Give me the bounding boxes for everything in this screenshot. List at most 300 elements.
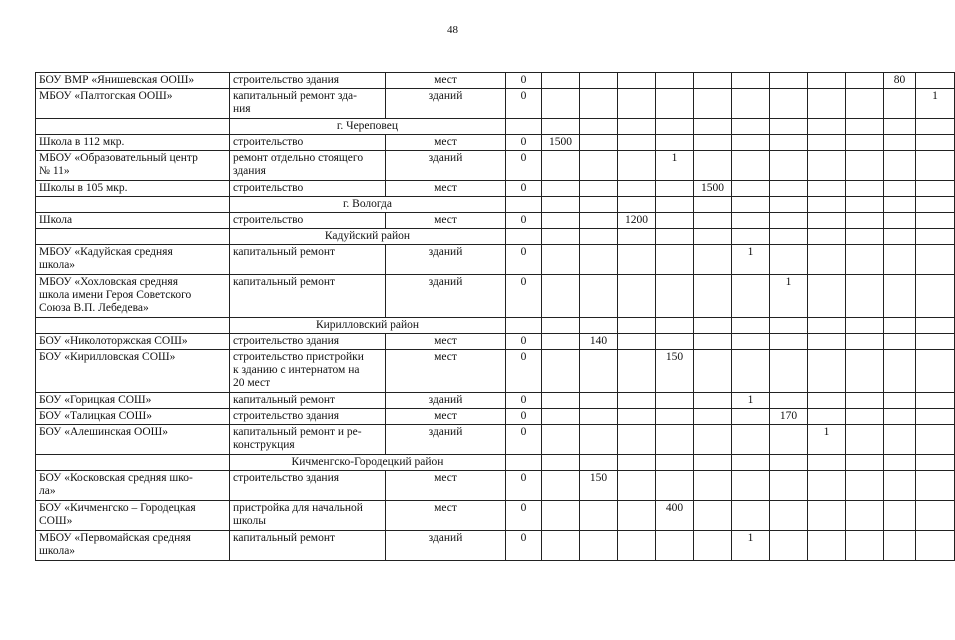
section-empty-cell: [656, 455, 694, 471]
unit-of-measure: зданий: [386, 275, 506, 318]
year-value-cell: [732, 501, 770, 531]
year-value-cell: 140: [580, 334, 618, 350]
year-value-cell: [542, 334, 580, 350]
section-empty-cell: [770, 455, 808, 471]
year-value-cell: [694, 73, 732, 89]
section-title: Кичменгско-Городецкий район: [230, 455, 506, 471]
year-value-cell: [618, 501, 656, 531]
section-empty-cell: [618, 318, 656, 334]
unit-of-measure: мест: [386, 213, 506, 229]
year-value-cell: [580, 135, 618, 151]
year-value-cell: [542, 471, 580, 501]
section-row: [36, 318, 955, 334]
work-type: строительство: [230, 181, 386, 197]
year-value-cell: [770, 531, 808, 561]
year-value-cell: [770, 135, 808, 151]
year-value-cell: [618, 531, 656, 561]
section-empty-cell: [846, 119, 884, 135]
institution-name: Школы в 105 мкр.: [36, 181, 230, 197]
year-value-cell: [580, 275, 618, 318]
institution-name: Школа: [36, 213, 230, 229]
year-value-cell: [542, 501, 580, 531]
year-value-cell: [618, 350, 656, 393]
year-value-cell: [694, 135, 732, 151]
section-row: [36, 229, 955, 245]
year-value-cell: [542, 73, 580, 89]
section-empty-cell: [506, 455, 542, 471]
year-value-cell: [884, 471, 916, 501]
institution-name: МБОУ «Первомайская средняя школа»: [36, 531, 230, 561]
section-empty-cell: [618, 455, 656, 471]
section-empty-cell: [580, 197, 618, 213]
base-value: 0: [506, 471, 542, 501]
year-value-cell: [884, 181, 916, 197]
year-value-cell: [732, 275, 770, 318]
year-value-cell: [770, 89, 808, 119]
section-left-cell: [36, 119, 230, 135]
work-type: строительство здания: [230, 334, 386, 350]
year-value-cell: 1: [732, 245, 770, 275]
institution-name: БОУ «Горицкая СОШ»: [36, 393, 230, 409]
year-value-cell: [732, 350, 770, 393]
section-empty-cell: [732, 119, 770, 135]
year-value-cell: [846, 275, 884, 318]
year-value-cell: [694, 245, 732, 275]
section-empty-cell: [884, 318, 916, 334]
year-value-cell: [808, 350, 846, 393]
work-type: строительство здания: [230, 73, 386, 89]
year-value-cell: [808, 151, 846, 181]
work-type: капитальный ремонт: [230, 245, 386, 275]
section-empty-cell: [656, 318, 694, 334]
year-value-cell: [542, 245, 580, 275]
table-row: [36, 135, 955, 151]
year-value-cell: [656, 245, 694, 275]
base-value: 0: [506, 135, 542, 151]
year-value-cell: [916, 350, 955, 393]
year-value-cell: [808, 409, 846, 425]
table-row: [36, 425, 955, 455]
year-value-cell: [694, 151, 732, 181]
year-value-cell: [618, 245, 656, 275]
institution-name: БОУ «Талицкая СОШ»: [36, 409, 230, 425]
institution-name: БОУ «Кирилловская СОШ»: [36, 350, 230, 393]
year-value-cell: [916, 181, 955, 197]
year-value-cell: [694, 501, 732, 531]
section-empty-cell: [916, 455, 955, 471]
year-value-cell: [580, 409, 618, 425]
year-value-cell: [884, 393, 916, 409]
section-empty-cell: [618, 197, 656, 213]
year-value-cell: [770, 213, 808, 229]
year-value-cell: [770, 181, 808, 197]
year-value-cell: [884, 531, 916, 561]
year-value-cell: [770, 501, 808, 531]
year-value-cell: 1500: [542, 135, 580, 151]
year-value-cell: [618, 151, 656, 181]
year-value-cell: [770, 334, 808, 350]
year-value-cell: [542, 531, 580, 561]
year-value-cell: [694, 334, 732, 350]
year-value-cell: [618, 73, 656, 89]
year-value-cell: [916, 471, 955, 501]
year-value-cell: [808, 89, 846, 119]
year-value-cell: [580, 89, 618, 119]
section-empty-cell: [694, 455, 732, 471]
section-left-cell: [36, 455, 230, 471]
base-value: 0: [506, 89, 542, 119]
year-value-cell: [618, 181, 656, 197]
year-value-cell: [694, 471, 732, 501]
year-value-cell: [770, 393, 808, 409]
year-value-cell: [732, 135, 770, 151]
base-value: 0: [506, 181, 542, 197]
year-value-cell: [618, 409, 656, 425]
year-value-cell: [770, 151, 808, 181]
unit-of-measure: мест: [386, 471, 506, 501]
year-value-cell: [694, 393, 732, 409]
section-empty-cell: [542, 455, 580, 471]
year-value-cell: [846, 151, 884, 181]
year-value-cell: 1200: [618, 213, 656, 229]
year-value-cell: [694, 409, 732, 425]
section-empty-cell: [542, 318, 580, 334]
year-value-cell: 150: [580, 471, 618, 501]
year-value-cell: [656, 425, 694, 455]
section-empty-cell: [884, 119, 916, 135]
unit-of-measure: мест: [386, 73, 506, 89]
year-value-cell: [846, 73, 884, 89]
year-value-cell: [694, 531, 732, 561]
section-row: [36, 197, 955, 213]
work-type: капитальный ремонт: [230, 275, 386, 318]
year-value-cell: [916, 334, 955, 350]
table-row: [36, 73, 955, 89]
year-value-cell: [732, 334, 770, 350]
year-value-cell: [694, 350, 732, 393]
year-value-cell: [916, 73, 955, 89]
year-value-cell: [770, 425, 808, 455]
table-row: [36, 393, 955, 409]
work-type: ремонт отдельно стоящего здания: [230, 151, 386, 181]
year-value-cell: [846, 135, 884, 151]
year-value-cell: [656, 135, 694, 151]
section-left-cell: [36, 197, 230, 213]
year-value-cell: [884, 135, 916, 151]
year-value-cell: 400: [656, 501, 694, 531]
year-value-cell: [916, 409, 955, 425]
year-value-cell: [580, 393, 618, 409]
year-value-cell: 1: [732, 393, 770, 409]
year-value-cell: [580, 151, 618, 181]
section-empty-cell: [580, 229, 618, 245]
base-value: 0: [506, 501, 542, 531]
year-value-cell: [846, 213, 884, 229]
year-value-cell: [770, 245, 808, 275]
table-row: [36, 275, 955, 318]
unit-of-measure: зданий: [386, 425, 506, 455]
year-value-cell: [846, 471, 884, 501]
institution-name: БОУ «Алешинская ООШ»: [36, 425, 230, 455]
work-type: строительство здания: [230, 409, 386, 425]
year-value-cell: [808, 275, 846, 318]
section-empty-cell: [884, 229, 916, 245]
year-value-cell: [656, 531, 694, 561]
year-value-cell: [732, 151, 770, 181]
year-value-cell: [916, 531, 955, 561]
work-type: строительство пристройки к зданию с интернатом на 20 мест: [230, 350, 386, 393]
section-empty-cell: [916, 119, 955, 135]
year-value-cell: 1: [916, 89, 955, 119]
work-type: капитальный ремонт: [230, 531, 386, 561]
section-empty-cell: [808, 197, 846, 213]
year-value-cell: [770, 73, 808, 89]
year-value-cell: [884, 275, 916, 318]
year-value-cell: [618, 334, 656, 350]
base-value: 0: [506, 393, 542, 409]
section-empty-cell: [656, 119, 694, 135]
section-title: Кирилловский район: [230, 318, 506, 334]
year-value-cell: [580, 425, 618, 455]
year-value-cell: [542, 409, 580, 425]
year-value-cell: [694, 425, 732, 455]
year-value-cell: [808, 531, 846, 561]
year-value-cell: [884, 245, 916, 275]
year-value-cell: [808, 501, 846, 531]
year-value-cell: [916, 151, 955, 181]
year-value-cell: [884, 425, 916, 455]
year-value-cell: [884, 151, 916, 181]
section-left-cell: [36, 229, 230, 245]
section-empty-cell: [846, 229, 884, 245]
year-value-cell: [808, 245, 846, 275]
section-row: [36, 119, 955, 135]
section-empty-cell: [916, 197, 955, 213]
table-row: [36, 350, 955, 393]
section-empty-cell: [808, 455, 846, 471]
section-empty-cell: [506, 119, 542, 135]
year-value-cell: [656, 393, 694, 409]
year-value-cell: [580, 245, 618, 275]
year-value-cell: [732, 181, 770, 197]
year-value-cell: [808, 73, 846, 89]
section-title: г. Череповец: [230, 119, 506, 135]
work-type: строительство здания: [230, 471, 386, 501]
year-value-cell: [808, 213, 846, 229]
section-empty-cell: [580, 318, 618, 334]
section-empty-cell: [846, 197, 884, 213]
institution-name: БОУ «Николоторжская СОШ»: [36, 334, 230, 350]
section-empty-cell: [694, 318, 732, 334]
year-value-cell: [846, 350, 884, 393]
base-value: 0: [506, 151, 542, 181]
school-construction-table: [35, 72, 955, 561]
year-value-cell: [656, 275, 694, 318]
work-type: капитальный ремонт зда- ния: [230, 89, 386, 119]
section-empty-cell: [542, 229, 580, 245]
year-value-cell: 170: [770, 409, 808, 425]
base-value: 0: [506, 350, 542, 393]
institution-name: БОУ ВМР «Янишевская ООШ»: [36, 73, 230, 89]
section-empty-cell: [694, 119, 732, 135]
section-empty-cell: [694, 229, 732, 245]
year-value-cell: [542, 425, 580, 455]
year-value-cell: [770, 350, 808, 393]
section-empty-cell: [732, 229, 770, 245]
year-value-cell: [580, 213, 618, 229]
table-row: [36, 181, 955, 197]
section-empty-cell: [770, 229, 808, 245]
year-value-cell: [542, 275, 580, 318]
base-value: 0: [506, 213, 542, 229]
unit-of-measure: зданий: [386, 151, 506, 181]
year-value-cell: [808, 471, 846, 501]
year-value-cell: [808, 393, 846, 409]
unit-of-measure: мест: [386, 501, 506, 531]
unit-of-measure: зданий: [386, 531, 506, 561]
table-row: [36, 245, 955, 275]
year-value-cell: 1500: [694, 181, 732, 197]
year-value-cell: [808, 135, 846, 151]
work-type: пристройка для начальной школы: [230, 501, 386, 531]
base-value: 0: [506, 334, 542, 350]
section-empty-cell: [884, 197, 916, 213]
institution-name: МБОУ «Палтогская ООШ»: [36, 89, 230, 119]
year-value-cell: [580, 531, 618, 561]
table-row: [36, 501, 955, 531]
section-empty-cell: [884, 455, 916, 471]
year-value-cell: [656, 89, 694, 119]
year-value-cell: [732, 409, 770, 425]
year-value-cell: [618, 393, 656, 409]
year-value-cell: [542, 213, 580, 229]
year-value-cell: [846, 181, 884, 197]
year-value-cell: [542, 151, 580, 181]
year-value-cell: [618, 89, 656, 119]
year-value-cell: [846, 409, 884, 425]
year-value-cell: [846, 245, 884, 275]
base-value: 0: [506, 409, 542, 425]
section-empty-cell: [770, 318, 808, 334]
year-value-cell: [618, 275, 656, 318]
year-value-cell: [916, 245, 955, 275]
year-value-cell: [846, 501, 884, 531]
year-value-cell: 150: [656, 350, 694, 393]
section-empty-cell: [656, 197, 694, 213]
year-value-cell: [656, 334, 694, 350]
year-value-cell: [618, 471, 656, 501]
year-value-cell: [656, 213, 694, 229]
year-value-cell: [542, 393, 580, 409]
work-type: капитальный ремонт: [230, 393, 386, 409]
year-value-cell: [732, 73, 770, 89]
institution-name: МБОУ «Хохловская средняя школа имени Героя Советского Союза В.П. Лебедева»: [36, 275, 230, 318]
year-value-cell: [884, 409, 916, 425]
year-value-cell: [846, 531, 884, 561]
year-value-cell: [732, 213, 770, 229]
base-value: 0: [506, 425, 542, 455]
table-row: [36, 89, 955, 119]
unit-of-measure: мест: [386, 334, 506, 350]
year-value-cell: [732, 471, 770, 501]
section-empty-cell: [542, 197, 580, 213]
year-value-cell: [916, 213, 955, 229]
section-empty-cell: [846, 318, 884, 334]
section-empty-cell: [506, 197, 542, 213]
table-row: [36, 531, 955, 561]
year-value-cell: [884, 213, 916, 229]
year-value-cell: [542, 350, 580, 393]
year-value-cell: [770, 471, 808, 501]
institution-name: МБОУ «Образовательный центр № 11»: [36, 151, 230, 181]
institution-name: БОУ «Кичменгско – Городецкая СОШ»: [36, 501, 230, 531]
base-value: 0: [506, 73, 542, 89]
year-value-cell: [656, 73, 694, 89]
year-value-cell: [732, 425, 770, 455]
section-left-cell: [36, 318, 230, 334]
section-empty-cell: [618, 119, 656, 135]
unit-of-measure: мест: [386, 409, 506, 425]
year-value-cell: [618, 425, 656, 455]
institution-name: МБОУ «Кадуйская средняя школа»: [36, 245, 230, 275]
section-title: г. Вологда: [230, 197, 506, 213]
year-value-cell: [808, 181, 846, 197]
unit-of-measure: зданий: [386, 245, 506, 275]
work-type: строительство: [230, 135, 386, 151]
year-value-cell: [656, 181, 694, 197]
year-value-cell: [580, 350, 618, 393]
section-empty-cell: [770, 119, 808, 135]
section-empty-cell: [506, 318, 542, 334]
year-value-cell: [884, 334, 916, 350]
unit-of-measure: мест: [386, 350, 506, 393]
year-value-cell: [916, 275, 955, 318]
section-empty-cell: [580, 455, 618, 471]
year-value-cell: [884, 350, 916, 393]
year-value-cell: [846, 425, 884, 455]
page-number: 48: [447, 24, 458, 36]
section-empty-cell: [618, 229, 656, 245]
year-value-cell: [580, 501, 618, 531]
year-value-cell: 1: [770, 275, 808, 318]
year-value-cell: [694, 89, 732, 119]
year-value-cell: 1: [656, 151, 694, 181]
table-row: [36, 471, 955, 501]
section-empty-cell: [808, 229, 846, 245]
institution-name: БОУ «Косковская средняя шко- ла»: [36, 471, 230, 501]
year-value-cell: [808, 334, 846, 350]
table-row: [36, 334, 955, 350]
year-value-cell: [846, 89, 884, 119]
year-value-cell: [916, 425, 955, 455]
section-empty-cell: [656, 229, 694, 245]
unit-of-measure: мест: [386, 181, 506, 197]
year-value-cell: [884, 89, 916, 119]
section-empty-cell: [580, 119, 618, 135]
unit-of-measure: зданий: [386, 393, 506, 409]
base-value: 0: [506, 245, 542, 275]
section-empty-cell: [732, 318, 770, 334]
year-value-cell: [884, 501, 916, 531]
unit-of-measure: зданий: [386, 89, 506, 119]
section-empty-cell: [506, 229, 542, 245]
year-value-cell: [656, 471, 694, 501]
section-empty-cell: [770, 197, 808, 213]
year-value-cell: 80: [884, 73, 916, 89]
year-value-cell: [580, 181, 618, 197]
section-title: Кадуйский район: [230, 229, 506, 245]
section-empty-cell: [542, 119, 580, 135]
